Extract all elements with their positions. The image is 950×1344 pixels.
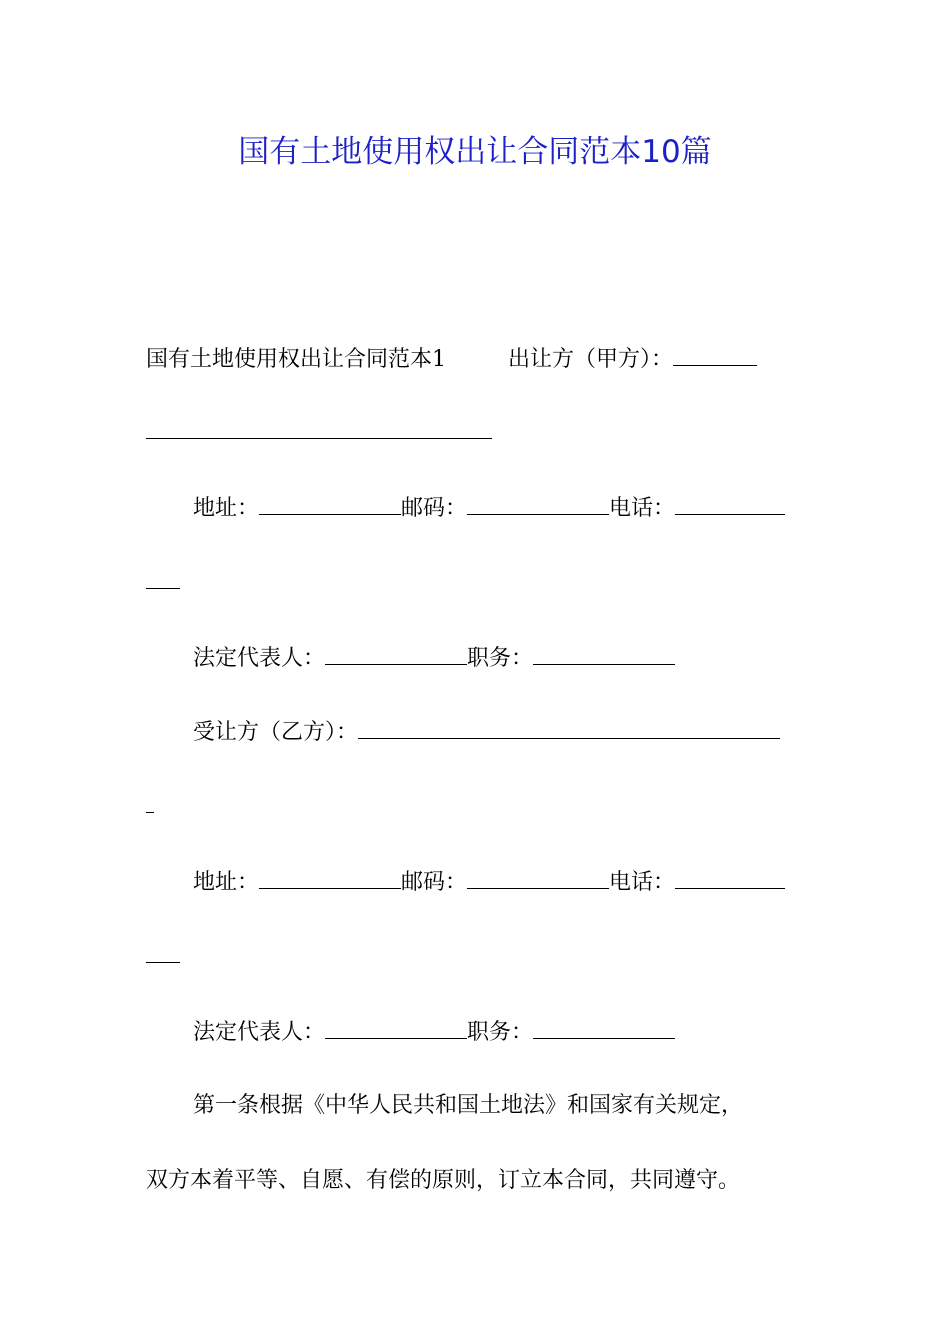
article-1-line-1: 第一条根据《中华人民共和国土地法》和国家有关规定，: [193, 1093, 744, 1118]
legal-rep-label: 法定代表人：: [193, 646, 326, 671]
phone-label: 电话：: [609, 496, 676, 521]
party-a-line: [146, 343, 808, 376]
position-label: 职务：: [467, 1020, 534, 1045]
party-b-rep-blank[interactable]: [325, 1016, 467, 1039]
article-1-line-2: 双方本着平等、自愿、有偿的原则，订立本合同，共同遵守。: [146, 1168, 741, 1193]
party-b-label: 受让方（乙方）：: [193, 720, 359, 745]
position-label: 职务：: [467, 646, 534, 671]
party-a-address-line: [193, 492, 808, 525]
document-title: 国有土地使用权出让合同范本10篇: [238, 134, 712, 170]
party-a-phone-blank-continued[interactable]: [146, 566, 180, 589]
legal-rep-label: 法定代表人：: [193, 1020, 326, 1045]
party-b-rep-line: [193, 1016, 808, 1049]
address-label: 地址：: [193, 870, 260, 895]
party-a-rep-blank[interactable]: [325, 642, 467, 665]
postcode-label: 邮码：: [401, 496, 468, 521]
party-b-address-line: [193, 866, 808, 899]
party-b-blank-continued[interactable]: [146, 790, 154, 813]
address-label: 地址：: [193, 496, 260, 521]
party-b-address-blank[interactable]: [259, 866, 401, 889]
section-heading: 国有土地使用权出让合同范本1: [146, 347, 446, 372]
party-b-continuation: [146, 790, 808, 823]
party-a-phone-continuation: [146, 566, 808, 599]
party-a-address-blank[interactable]: [259, 492, 401, 515]
party-a-blank[interactable]: [673, 343, 757, 366]
party-b-blank[interactable]: [358, 716, 780, 739]
party-a-blank-continued[interactable]: [146, 416, 492, 439]
party-a-continuation: [146, 416, 808, 449]
party-b-postcode-blank[interactable]: [467, 866, 609, 889]
party-a-phone-blank[interactable]: [675, 492, 785, 515]
party-a-postcode-blank[interactable]: [467, 492, 609, 515]
party-a-position-blank[interactable]: [533, 642, 675, 665]
party-a-rep-line: [193, 642, 808, 675]
postcode-label: 邮码：: [401, 870, 468, 895]
party-b-phone-blank[interactable]: [675, 866, 785, 889]
phone-label: 电话：: [609, 870, 676, 895]
party-b-line: [193, 716, 808, 749]
party-b-position-blank[interactable]: [533, 1016, 675, 1039]
party-a-label: 出让方（甲方）：: [508, 347, 674, 372]
party-b-phone-continuation: [146, 940, 808, 973]
party-b-phone-blank-continued[interactable]: [146, 940, 180, 963]
